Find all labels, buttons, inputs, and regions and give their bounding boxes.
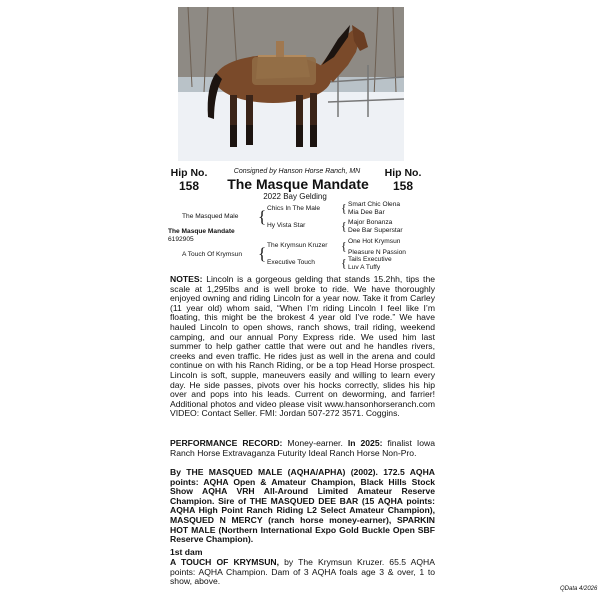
pedigree-sdd: Dee Bar Superstar — [348, 227, 403, 234]
horse-name: The Masque Mandate — [227, 176, 369, 192]
pedigree-dds: Tails Executive — [348, 256, 392, 263]
pedigree-brace: { — [341, 201, 347, 215]
pedigree-ddd: Luv A Tuffy — [348, 264, 381, 271]
pedigree-ssd: Mia Dee Bar — [348, 209, 385, 216]
pedigree-subject-reg: 6192905 — [168, 236, 194, 243]
notes-text: Lincoln is a gorgeous gelding that stands 15.2hh, tips the scale at 1,295lbs and is well broke to ride. We have thoroughly enjoyed owning and riding Lincoln for a year now. Take it from Carley (11 year old) whom said, “When I’m riding Lincoln I feel like I’m floating, this might be the brokest 4 year old I’ve rode.” We have hauled Lincoln to open shows, ranch shows, trail riding, weekend camping, and our annual Pony Express ride. We used him last summer to help gather cattle that were out and he handles rivers, creeks and even traffic. He rides just as well in the arena and could continue on with his Ranch Riding, or be a top Head Horse prospect. Lincoln is soft, supple, maneuvers easily and willing to learn every day. He side passes, pivots over his hocks correctly, slides his hip over and pops into his leads. Current on deworming, and farrier! Additional photos and video please visit www.hansonhorseranch.com VIDEO: Contact Seller. FMI: Jordan 507-272 3571. Coggins. — [170, 274, 436, 419]
pedigree-brace: { — [258, 244, 267, 263]
consignor-line: Consigned by Hanson Horse Ranch, MN — [233, 168, 361, 175]
pedigree-sire-dam: Hy Vista Star — [267, 222, 306, 229]
performance-label: PERFORMANCE RECORD: — [170, 438, 283, 448]
pedigree-sire: The Masqued Male — [182, 213, 239, 220]
pedigree-sire-sire: Chics In The Male — [267, 205, 321, 212]
performance-rest: finalist Iowa Ranch Horse Extravaganza Futurity Ideal Ranch Horse Non-Pro. — [170, 438, 435, 458]
pedigree-subject-name: The Masque Mandate — [168, 228, 235, 235]
horse-description: 2022 Bay Gelding — [263, 192, 327, 201]
performance-text: Money-earner. — [287, 438, 343, 448]
pedigree-dss: One Hot Krymsun — [348, 238, 401, 245]
pedigree-brace: { — [341, 219, 347, 233]
first-dam-section — [170, 558, 435, 587]
footer-credit: QData 4/2026 — [560, 586, 598, 592]
hip-number-value-right: 158 — [392, 179, 414, 193]
performance-section — [170, 439, 435, 458]
hip-label-left: Hip No. — [170, 167, 208, 179]
first-dam-heading: 1st dam — [170, 547, 203, 557]
pedigree-brace: { — [341, 256, 347, 270]
pedigree-sss: Smart Chic Olena — [348, 201, 401, 208]
pedigree-brace: { — [258, 207, 267, 226]
first-dam-text: by The Krymsun Kruzer. 65.5 AQHA points: AQHA Champion. Dam of 3 AQHA foals age 3 & over, 1 to show, above. — [170, 557, 435, 587]
notes-label: NOTES: — [170, 274, 203, 284]
hip-label-right: Hip No. — [384, 167, 422, 179]
pedigree-dam: A Touch Of Krymsun — [182, 251, 242, 258]
pedigree-dsd: Pleasure N Passion — [348, 249, 406, 256]
horse-photo — [178, 7, 404, 161]
pedigree-dam-dam: Executive Touch — [267, 259, 315, 266]
performance-year: In 2025: — [347, 438, 383, 448]
pedigree-brace: { — [341, 239, 347, 253]
notes-section — [170, 275, 435, 419]
sire-record: By THE MASQUED MALE (AQHA/APHA) (2002). 172.5 AQHA points: AQHA Open & Amateur Champion, Black Hills Stock Show AQHA VRH All-Around Limited Amateur Reserve Champion. Sire of THE MASQUED DEE BAR (15 AQHA points: AQHA High Point Ranch Riding L2 Select Amateur Champion), MASQUED N MERCY (ranch horse money-earner), SPARKIN HOT MALE (Northern International Expo Gold Buckle Open SBF Reserve Champion). — [170, 467, 435, 545]
pedigree-dam-sire: The Krymsun Kruzer — [267, 242, 328, 249]
pedigree-sds: Major Bonanza — [348, 219, 393, 226]
hip-number-value-left: 158 — [178, 179, 200, 193]
first-dam-name: A TOUCH OF KRYMSUN, — [170, 557, 279, 567]
